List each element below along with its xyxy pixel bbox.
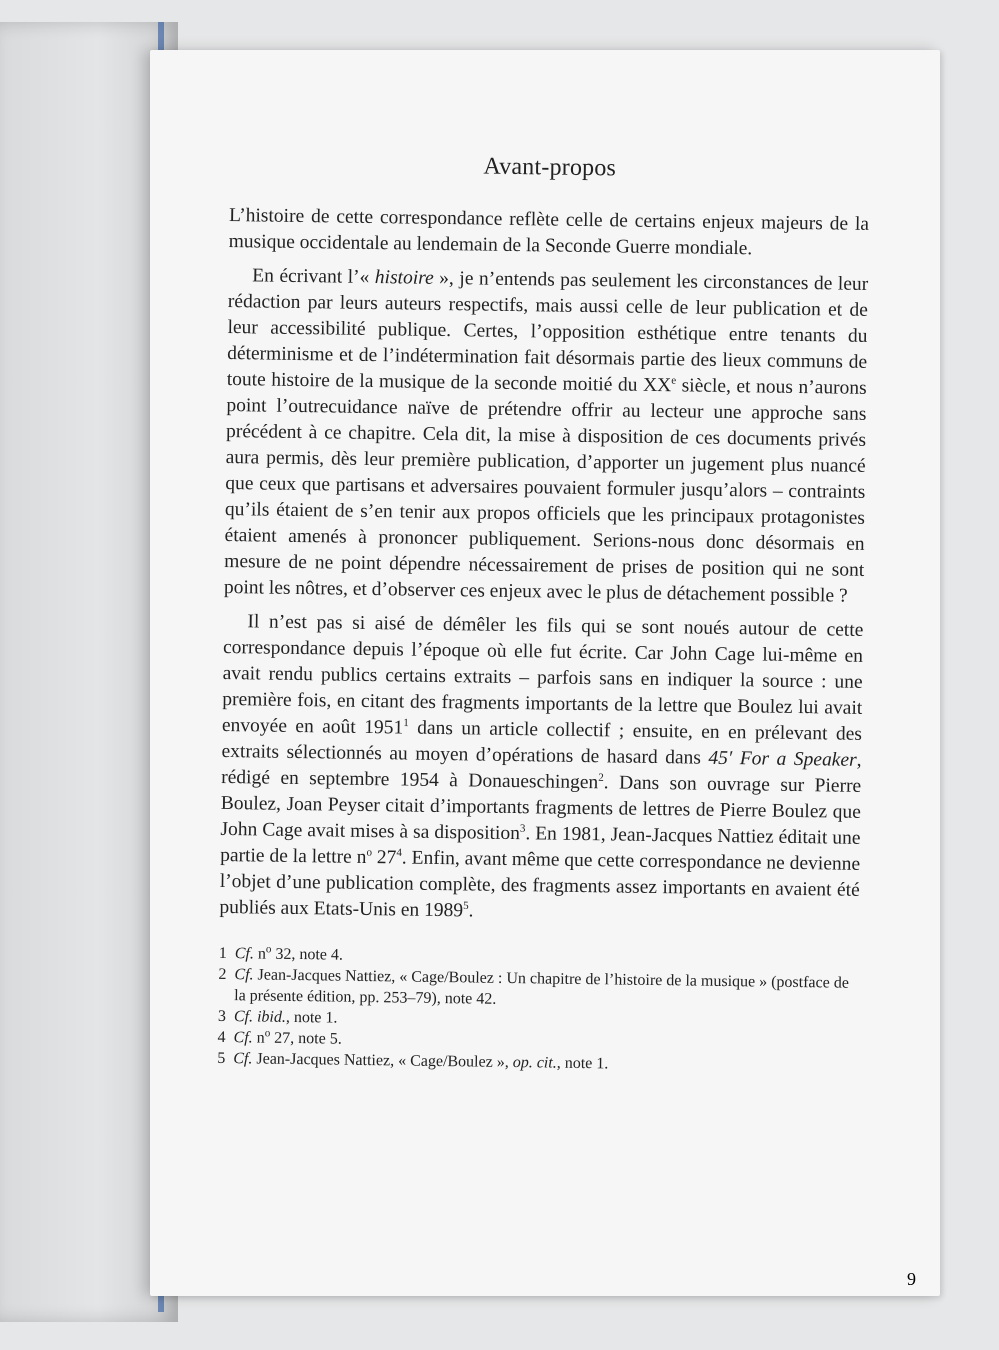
text-run: Jean-Jacques Nattiez, « Cage/Boulez : Un chapitre de l’histoire de la musique » (postface de la présente édition, pp. 253–79), note 42. [234, 966, 850, 1008]
footnote-number: 5 [217, 1049, 226, 1068]
text-run: Il n’est pas si aisé de démêler les fils qui se sont noués autour de cette correspondance depuis l’époque où elle fut écrite. Car John Cage lui-même en avait rendu publics certains extraits – parfois sans en indiquer la source : une première fois, en citant des fragments importants de la lettre que Boulez lui avait envoyée en août 1951 [221, 611, 864, 739]
book-page [150, 50, 940, 1296]
text-run: 27 [371, 847, 397, 869]
text-run: n [253, 945, 267, 963]
text-run: En écrivant l’« [252, 265, 376, 289]
body-text [219, 203, 869, 930]
text-run: . En 1981, Jean-Jacques Nattiez éditait une partie de la lettre n [220, 823, 861, 868]
superscript: 4 [396, 846, 402, 859]
superscript: o [264, 1027, 271, 1040]
italic-text: Cf. [234, 945, 255, 963]
superscript: 1 [403, 716, 409, 730]
italic-text: Cf. [233, 1029, 253, 1047]
italic-text: op. cit. [512, 1054, 557, 1072]
footnote-number: 3 [217, 1007, 227, 1026]
paragraph-2 [224, 263, 869, 610]
page-title: Avant-propos [483, 153, 617, 182]
text-run: », je n’entends pas seulement les circonstances de leur rédaction par leurs auteurs respectifs, mais aussi celle de leur publication et de leur accessibilité publique. Certes, l’opposition esthétique entre tenants du déterminisme et de l’indétermination fait désormais partie des lieux communs de toute histoire de la musique de la seconde moitié du XX [226, 267, 869, 397]
text-run: 27, note 5. [270, 1029, 342, 1048]
text-run: L’histoire de cette correspondance reflète celle de certains enjeux majeurs de la musique occidentale au lendemain de la Seconde Guerre mondiale. [228, 204, 870, 260]
superscript: e [671, 374, 677, 387]
paragraph-3 [219, 609, 863, 930]
footnote-number: 4 [217, 1028, 226, 1047]
superscript: 5 [463, 899, 469, 912]
text-run: , note 1. [556, 1054, 609, 1073]
italic-text: Cf. ibid. [233, 1008, 287, 1026]
text-run: , note 1. [285, 1008, 338, 1027]
footnote-number: 1 [218, 944, 227, 963]
text-run: 32, note 4. [271, 945, 344, 964]
italic-text: histoire [374, 267, 434, 289]
text-run: . [468, 900, 474, 922]
superscript: o [366, 846, 373, 859]
paragraph-1 [229, 203, 870, 264]
text-run: dans un article collectif ; ensuite, en en prélevant des extraits sélectionnés au moyen d’opérations de hasard dans [221, 717, 863, 769]
italic-text: Cf. [233, 1050, 253, 1068]
page-number: 9 [907, 1269, 916, 1289]
text-run: Jean-Jacques Nattiez, « Cage/Boulez », [252, 1050, 513, 1072]
superscript: 2 [598, 771, 604, 784]
page-content [217, 150, 870, 1078]
text-run: , rédigé en septembre 1954 à Donaueschingen [221, 749, 862, 794]
footnote-number: 2 [218, 965, 227, 984]
text-run: siècle, et nous n’aurons point l’outrecuidance naïve de prétendre offrir au lecteur une approche sans précédent à ce chapitre. Cela dit, la mise à disposition de ces documents privés aura permis, dès leur première publication, d’apporter un jugement plus nuancé que ceux que partisans et adversaires pouvaient formuler jusqu’alors – contraints qu’ils étaient de s’en tenir aux propos officiels que les principaux protagonistes étaient amenés à prononcer publiquement. Serions-nous donc désormais en mesure de ne point dépendre nécessairement de prises de position qui ne sont point les nôtres, et d’observer ces enjeux avec le plus de détachement possible ? [223, 375, 867, 607]
italic-text: Cf. [234, 966, 254, 984]
text-run: n [252, 1029, 265, 1047]
text-run: . Enfin, avant même que cette correspondance ne devienne l’objet d’une publication complète, des fragments assez importants en avaient été publiés aux Etats-Unis en 1989 [219, 847, 861, 922]
footnotes [217, 943, 859, 1078]
superscript: o [265, 943, 272, 956]
italic-text: 45′ For a Speaker [708, 747, 857, 771]
text-run: . Dans son ouvrage sur Pierre Boulez, Joan Peyser citait d’importants fragments de lettres de Pierre Boulez que John Cage avait mises à sa disposition [220, 772, 862, 845]
superscript: 3 [519, 822, 526, 835]
